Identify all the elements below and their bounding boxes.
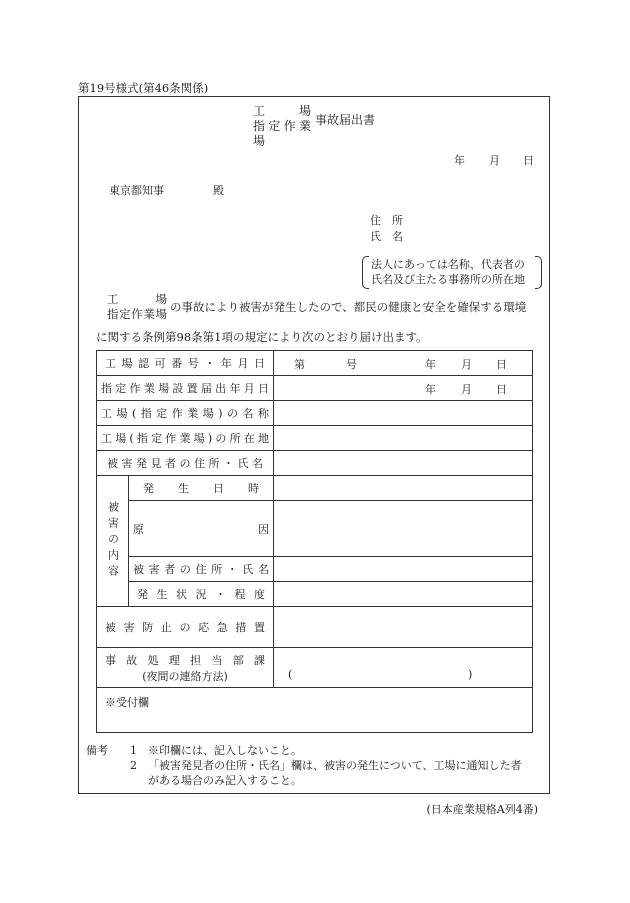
field-factory-approval[interactable]: [274, 351, 533, 376]
note2-number: 2: [130, 759, 137, 772]
row-cause: [97, 501, 533, 557]
field-reception[interactable]: [97, 688, 533, 733]
label-victim: 被害者の住所・氏名: [133, 563, 269, 576]
contact-open-paren: (: [288, 668, 293, 681]
label-occurrence-datetime: 発生日時: [143, 482, 259, 495]
field-go: 号: [346, 358, 357, 371]
label-contact-department: 事故処理担当部課: [105, 653, 265, 667]
title-suffix: 事故届出書: [315, 113, 376, 127]
body-text-1: の事故により被害が発生したので、都民の健康と安全を確保する環境: [170, 300, 527, 314]
row-emergency-measures: [97, 607, 533, 648]
applicant-name-label: 氏 名: [370, 230, 403, 243]
title-line-designated: 指定作業場: [253, 119, 311, 148]
label-emergency-measures: 被害防止の応急措置: [105, 621, 265, 634]
applicant-address-label: 住 所: [370, 214, 403, 227]
date-day: 日: [523, 154, 534, 167]
field-day2: 日: [496, 383, 507, 396]
row-facility-name: [97, 401, 533, 426]
field-designated-notification[interactable]: [274, 376, 533, 401]
field-victim[interactable]: [274, 557, 533, 582]
label-reception: ※受付欄: [105, 696, 149, 709]
row-occurrence-status: [97, 582, 533, 607]
field-year1: 年: [425, 358, 436, 371]
label-discoverer: 被害発見者の住所・氏名: [107, 457, 263, 470]
notes: [86, 743, 522, 788]
corp-note-line1: 法人にあっては名称、代表者の: [371, 258, 525, 271]
body-stack-designated: 指定作業場: [107, 307, 167, 321]
addressee-honorific: 殿: [213, 184, 224, 197]
note1-number: 1: [130, 744, 137, 757]
corp-note-line2: 氏名及び主たる事務所の所在地: [371, 273, 525, 286]
field-month1: 月: [461, 358, 472, 371]
field-day1: 日: [496, 358, 507, 371]
notes-heading: 備考: [86, 744, 108, 757]
title-line-factory: 工 場: [253, 104, 311, 118]
field-dai: 第: [294, 358, 305, 371]
row-occurrence-datetime: [97, 476, 533, 501]
jis-paper-size-note: (日本産業規格A列4番): [426, 803, 538, 816]
addressee-name: 東京都知事: [109, 184, 164, 197]
main-table: [96, 350, 533, 733]
field-occurrence-datetime[interactable]: [274, 476, 533, 501]
row-designated-notification: [97, 376, 533, 401]
field-facility-name[interactable]: [274, 401, 533, 426]
field-facility-location[interactable]: [274, 426, 533, 451]
form-number: 第19号様式(第46条関係): [78, 81, 209, 95]
field-occurrence-status[interactable]: [274, 582, 533, 607]
bracket-left: [362, 256, 369, 289]
body-text-2: に関する条例第98条第1項の規定により次のとおり届け出ます。: [96, 330, 428, 344]
body-stack: [107, 292, 167, 322]
label-damage-content: 被害の内容: [106, 501, 120, 581]
contact-close-paren: ): [468, 668, 473, 681]
field-discoverer[interactable]: [274, 451, 533, 476]
row-victim: [97, 557, 533, 582]
title-stack: [253, 104, 311, 149]
label-facility-location: 工場(指定作業場)の所在地: [101, 432, 269, 445]
date-month: 月: [489, 154, 500, 167]
field-cause[interactable]: [274, 501, 533, 557]
label-contact-night: (夜間の連絡方法): [142, 669, 228, 683]
row-facility-location: [97, 426, 533, 451]
label-facility-name: 工場(指定作業場)の名称: [101, 407, 269, 420]
label-factory-approval: 工場認可番号・年月日: [105, 357, 265, 370]
field-month2: 月: [461, 383, 472, 396]
note1-text: ※印欄には、記入しないこと。: [148, 744, 302, 757]
label-cause: 原因: [133, 522, 269, 536]
row-discoverer: [97, 451, 533, 476]
bracket-right: [535, 256, 542, 289]
row-contact: [97, 648, 533, 688]
field-emergency-measures[interactable]: [274, 607, 533, 648]
body-stack-factory: 工 場: [107, 292, 167, 306]
field-contact[interactable]: [274, 648, 533, 688]
note2-text-line2: がある場合のみ記入すること。: [148, 774, 302, 787]
corporate-note: [362, 256, 542, 288]
damage-group-cell: [97, 476, 129, 607]
note2-text-line1: 「被害発見者の住所・氏名」欄は、被害の発生について、工場に通知した者: [148, 759, 522, 772]
row-factory-approval: [97, 351, 533, 376]
date-year: 年: [454, 154, 465, 167]
label-designated-notification: 指定作業場設置届出年月日: [101, 382, 269, 395]
row-reception: [97, 688, 533, 733]
label-occurrence-status: 発生状況・程度: [137, 588, 265, 601]
field-year2: 年: [425, 383, 436, 396]
